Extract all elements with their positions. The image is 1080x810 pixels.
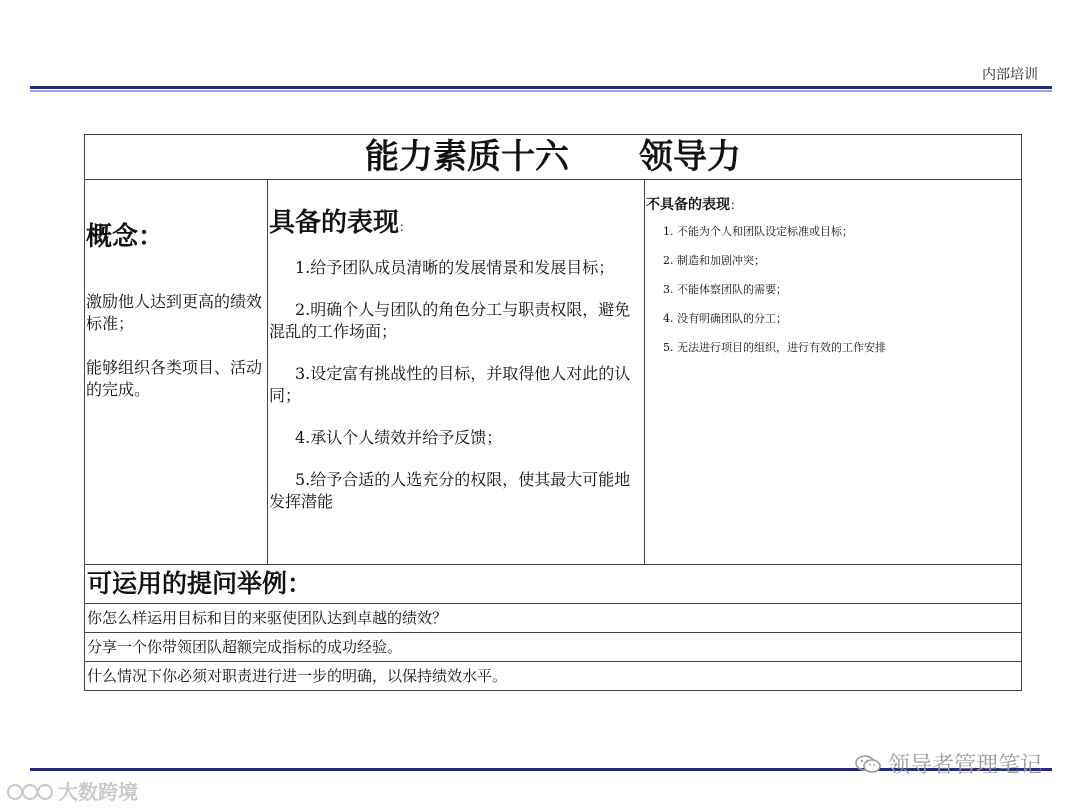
- has-behavior-item: 1.给予团队成员清晰的发展情景和发展目标；: [295, 258, 615, 277]
- concept-paragraph: 激励他人达到更高的绩效标准；: [86, 292, 263, 333]
- watermark-right: [854, 748, 1042, 779]
- has-behavior-item: 3.设定富有挑战性的目标，并取得他人对此的认同；: [269, 364, 631, 405]
- example-question-row: 什么情况下你必须对职责进行进一步的明确，以保持绩效水平。: [85, 662, 1022, 691]
- watermark-left-text: 大数跨境: [58, 780, 138, 804]
- has-behavior-item: 2.明确个人与团队的角色分工与职责权限，避免混乱的工作场面；: [269, 300, 631, 341]
- examples-heading: 可运用的提问举例：: [85, 565, 1022, 604]
- lacks-behaviors-cell: [645, 180, 1022, 565]
- title-leadership: 领导力: [639, 137, 741, 177]
- lacks-behavior-item: 4. 没有明确团队的分工；: [663, 312, 787, 325]
- top-rule: [30, 86, 1052, 92]
- has-behavior-item: 5.给予合适的人选充分的权限，使其最大可能地发挥潜能: [269, 470, 631, 511]
- wechat-icon: [854, 754, 882, 774]
- example-question-row: 你怎么样运用目标和目的来驱使团队达到卓越的绩效？: [85, 604, 1022, 633]
- lacks-behavior-item: 1. 不能为个人和团队设定标准或目标；: [663, 225, 853, 238]
- concept-paragraph: 能够组织各类项目、活动的完成。: [86, 358, 263, 399]
- lacks-behavior-item: 2. 制造和加剧冲突；: [663, 254, 765, 267]
- example-question-row: 分享一个你带领团队超额完成指标的成功经验。: [85, 633, 1022, 662]
- brand-logo-icon: [6, 780, 54, 802]
- header-label: 内部培训: [982, 67, 1038, 83]
- has-behavior-item: 4.承认个人绩效并给予反馈；: [295, 428, 503, 447]
- page-title: [85, 135, 1022, 180]
- competency-table: [84, 134, 1022, 691]
- lacks-behaviors-heading: 不具备的表现：: [646, 197, 743, 213]
- concept-heading: 概念：: [86, 222, 165, 252]
- watermark-right-text: 领导者管理笔记: [887, 753, 1042, 778]
- watermark-left: [6, 776, 138, 805]
- lacks-behavior-item: 5. 无法进行项目的组织，进行有效的工作安排: [663, 341, 886, 354]
- lacks-behavior-item: 3. 不能体察团队的需要；: [663, 283, 787, 296]
- title-competency: 能力素质十六: [365, 137, 569, 177]
- concept-cell: [85, 180, 268, 565]
- has-behaviors-heading: 具备的表现：: [269, 208, 412, 238]
- has-behaviors-cell: [268, 180, 645, 565]
